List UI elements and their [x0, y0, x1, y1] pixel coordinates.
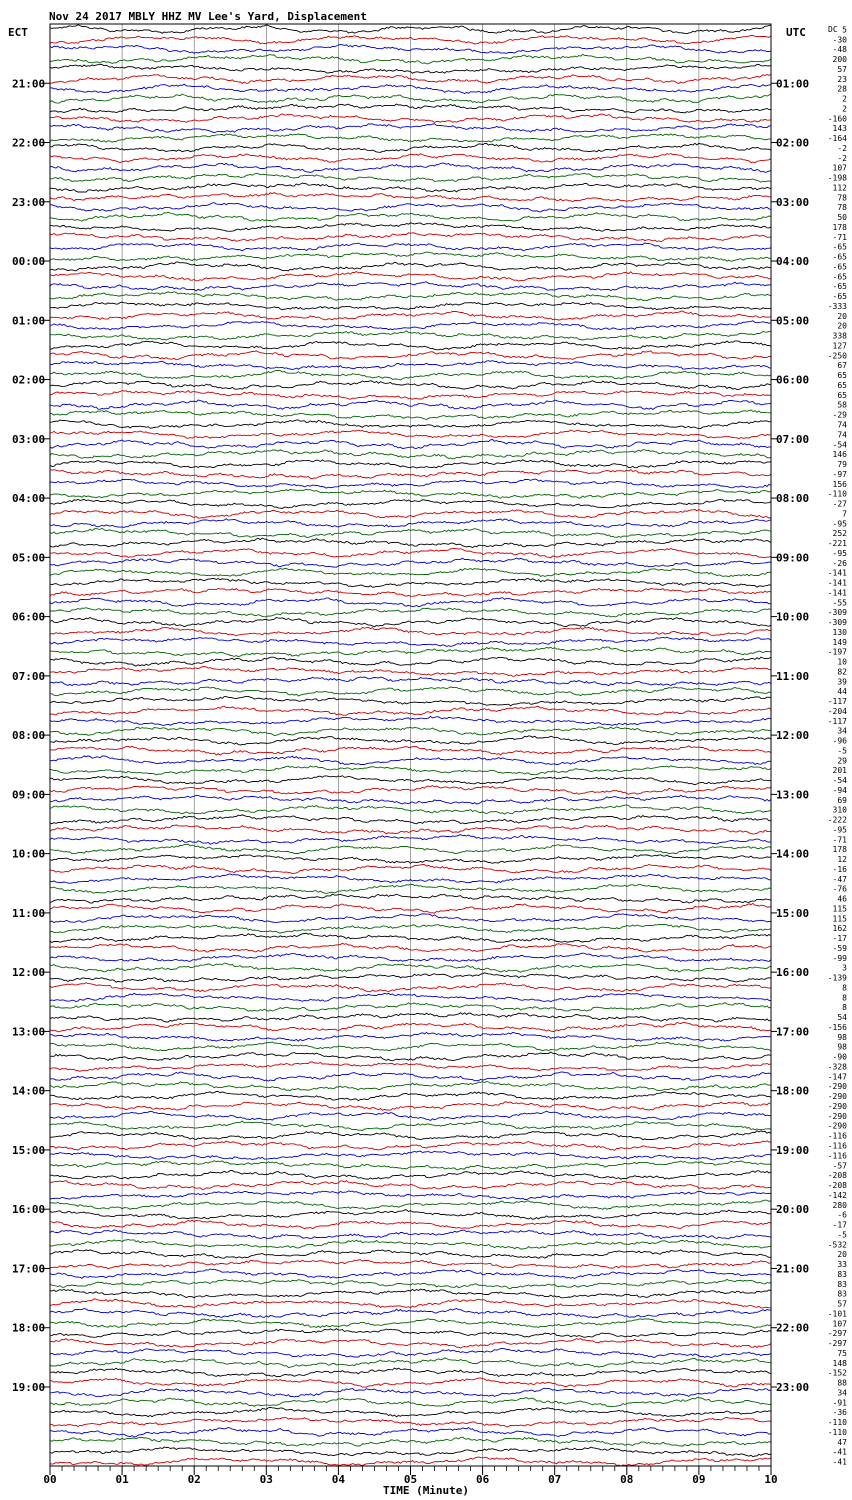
dc-offset-value: 98 — [837, 1032, 847, 1042]
dc-offset-value: 69 — [837, 795, 847, 805]
dc-offset-value: -65 — [832, 272, 847, 282]
right-hour-label: 02:00 — [776, 136, 810, 150]
dc-offset-value: 115 — [832, 904, 847, 914]
right-hour-label: 20:00 — [776, 1203, 810, 1217]
dc-offset-value: -29 — [832, 410, 847, 420]
dc-offset-value: -65 — [832, 292, 847, 302]
dc-offset-value: 149 — [832, 637, 847, 647]
dc-offset-value: -2 — [837, 143, 847, 153]
dc-offset-value: 47 — [837, 1437, 847, 1447]
right-hour-label: 19:00 — [776, 1143, 810, 1157]
dc-offset-value: -110 — [827, 1427, 847, 1437]
dc-offset-value: -99 — [832, 953, 847, 963]
x-tick-labels — [43, 1466, 777, 1486]
dc-offset-value: -54 — [832, 440, 847, 450]
dc-offset-value: 201 — [832, 766, 847, 776]
dc-offset-value: -208 — [827, 1181, 847, 1191]
dc-offset-value: -41 — [832, 1457, 847, 1467]
dc-offset-value: 310 — [832, 805, 847, 815]
dc-offset-value: -57 — [832, 1161, 847, 1171]
dc-offset-value: -91 — [832, 1398, 847, 1408]
right-hour-label: 07:00 — [776, 432, 810, 446]
dc-offset-value: 67 — [837, 361, 847, 371]
dc-offset-value: 46 — [837, 894, 847, 904]
dc-offset-value: -30 — [832, 35, 847, 45]
x-tick-label: 08 — [620, 1473, 634, 1486]
dc-offset-value: 98 — [837, 1042, 847, 1052]
left-hour-label: 23:00 — [12, 195, 46, 209]
dc-offset-value: -208 — [827, 1171, 847, 1181]
dc-offset-value: 39 — [837, 677, 847, 687]
dc-offset-value: -333 — [827, 301, 847, 311]
dc-offset-value: 65 — [837, 371, 847, 381]
dc-offset-value: 75 — [837, 1348, 847, 1358]
right-hour-label: 17:00 — [776, 1025, 810, 1039]
right-hour-label: 11:00 — [776, 669, 810, 683]
left-hour-label: 01:00 — [12, 314, 46, 328]
dc-offset-value: -95 — [832, 825, 847, 835]
dc-offset-value: 74 — [837, 430, 847, 440]
left-hour-label: 04:00 — [12, 492, 46, 506]
dc-offset-value: -222 — [827, 815, 847, 825]
dc-offset-value: -110 — [827, 1418, 847, 1428]
left-hour-labels — [12, 77, 50, 1394]
dc-offset-value: 8 — [842, 983, 847, 993]
dc-offset-value: -160 — [827, 114, 847, 124]
left-hour-label: 05:00 — [12, 551, 46, 565]
dc-offset-value: 79 — [837, 460, 847, 470]
right-hour-label: 14:00 — [776, 847, 810, 861]
dc-offset-value: -95 — [832, 548, 847, 558]
dc-offset-value: -48 — [832, 45, 847, 55]
dc-offset-value: -290 — [827, 1082, 847, 1092]
dc-offset-value: 7 — [842, 509, 847, 519]
dc-offset-value: -297 — [827, 1339, 847, 1349]
right-hour-labels — [771, 77, 809, 1394]
right-hour-label: 03:00 — [776, 195, 810, 209]
dc-offset-value: 78 — [837, 193, 847, 203]
left-axis-label: ECT — [8, 26, 28, 39]
dc-offset-value: 34 — [837, 726, 847, 736]
right-hour-label: 04:00 — [776, 255, 810, 269]
dc-offset-value: 65 — [837, 390, 847, 400]
x-tick-label: 02 — [187, 1473, 201, 1486]
dc-offset-value: -71 — [832, 232, 847, 242]
left-hour-label: 09:00 — [12, 788, 46, 802]
dc-offset-value: -117 — [827, 716, 847, 726]
dc-offset-value: -110 — [827, 489, 847, 499]
dc-offset-value: 50 — [837, 213, 847, 223]
dc-offset-labels — [828, 25, 847, 1466]
right-hour-label: 15:00 — [776, 906, 810, 920]
dc-offset-value: -41 — [832, 1447, 847, 1457]
left-hour-label: 02:00 — [12, 373, 46, 387]
dc-offset-value: -26 — [832, 558, 847, 568]
left-hour-label: 07:00 — [12, 669, 46, 683]
right-hour-label: 08:00 — [776, 492, 810, 506]
left-hour-label: 08:00 — [12, 729, 46, 743]
dc-label: DC — [828, 25, 838, 34]
dc-offset-value: -2 — [837, 153, 847, 163]
dc-offset-value: 127 — [832, 341, 847, 351]
x-axis-label: TIME (Minute) — [382, 1484, 470, 1497]
left-hour-label: 16:00 — [12, 1203, 46, 1217]
dc-offset-value: -221 — [827, 539, 847, 549]
dc-offset-value: -71 — [832, 835, 847, 845]
dc-offset-value: -27 — [832, 499, 847, 509]
left-hour-label: 12:00 — [12, 966, 46, 980]
dc-offset-value: -16 — [832, 864, 847, 874]
dc-offset-value: 2 — [842, 104, 847, 114]
dc-offset-value: 115 — [832, 914, 847, 924]
left-hour-label: 10:00 — [12, 847, 46, 861]
dc-offset-value: -116 — [827, 1131, 847, 1141]
dc-offset-value: 34 — [837, 1388, 847, 1398]
dc-offset-value: -297 — [827, 1329, 847, 1339]
dc-offset-value: 65 — [837, 380, 847, 390]
x-tick-label: 05 — [403, 1473, 418, 1486]
dc-offset-value: -198 — [827, 173, 847, 183]
dc-offset-value: -5 — [837, 1230, 847, 1240]
dc-offset-value: -6 — [837, 1210, 847, 1220]
dc-offset-value: -141 — [827, 568, 847, 578]
dc-offset-value: -116 — [827, 1141, 847, 1151]
x-tick-label: 03 — [259, 1473, 273, 1486]
dc-offset-value: -101 — [827, 1309, 847, 1319]
dc-offset-value: 252 — [832, 529, 847, 539]
dc-offset-value: -47 — [832, 874, 847, 884]
dc-offset-value: 20 — [837, 321, 847, 331]
dc-offset-value: -54 — [832, 776, 847, 786]
dc-offset-value: 200 — [832, 55, 847, 65]
dc-offset-value: -65 — [832, 252, 847, 262]
dc-offset-value: 28 — [837, 84, 847, 94]
dc-offset-value: -90 — [832, 1052, 847, 1062]
dc-offset-value: 20 — [837, 311, 847, 321]
left-hour-label: 13:00 — [12, 1025, 46, 1039]
dc-offset-value: 148 — [832, 1358, 847, 1368]
dc-offset-value: 23 — [837, 74, 847, 84]
dc-offset-value: 88 — [837, 1378, 847, 1388]
left-hour-label: 18:00 — [12, 1321, 46, 1335]
dc-offset-value: -94 — [832, 785, 847, 795]
right-hour-label: 09:00 — [776, 551, 810, 565]
right-hour-label: 06:00 — [776, 373, 810, 387]
dc-offset-value: -36 — [832, 1408, 847, 1418]
right-hour-label: 23:00 — [776, 1380, 810, 1394]
right-hour-label: 01:00 — [776, 77, 810, 91]
right-hour-label: 12:00 — [776, 729, 810, 743]
x-tick-label: 06 — [475, 1473, 490, 1486]
dc-offset-value: 5 — [842, 25, 847, 35]
dc-offset-value: 107 — [832, 1319, 847, 1329]
dc-offset-value: -309 — [827, 618, 847, 628]
left-hour-label: 14:00 — [12, 1084, 46, 1098]
dc-offset-value: 3 — [842, 963, 847, 973]
x-tick-label: 09 — [692, 1473, 706, 1486]
dc-offset-value: 57 — [837, 64, 847, 74]
dc-offset-value: -65 — [832, 242, 847, 252]
dc-offset-value: 44 — [837, 687, 847, 697]
left-hour-label: 11:00 — [12, 906, 46, 920]
left-hour-label: 00:00 — [12, 255, 46, 269]
dc-offset-value: 178 — [832, 845, 847, 855]
dc-offset-value: -328 — [827, 1062, 847, 1072]
dc-offset-value: 156 — [832, 479, 847, 489]
dc-offset-value: 83 — [837, 1279, 847, 1289]
dc-offset-value: -116 — [827, 1151, 847, 1161]
dc-offset-value: -290 — [827, 1092, 847, 1102]
dc-offset-value: -290 — [827, 1101, 847, 1111]
left-hour-label: 17:00 — [12, 1262, 46, 1276]
dc-offset-value: 82 — [837, 667, 847, 677]
dc-offset-value: -65 — [832, 282, 847, 292]
dc-offset-value: 146 — [832, 450, 847, 460]
dc-offset-value: -117 — [827, 697, 847, 707]
right-hour-label: 21:00 — [776, 1262, 810, 1276]
dc-offset-value: -250 — [827, 351, 847, 361]
dc-offset-value: 112 — [832, 183, 847, 193]
dc-offset-value: 29 — [837, 756, 847, 766]
dc-offset-value: -97 — [832, 469, 847, 479]
chart-title: Nov 24 2017 MBLY HHZ MV Lee's Yard, Displacement — [49, 10, 367, 23]
dc-offset-value: 74 — [837, 420, 847, 430]
dc-offset-value: 280 — [832, 1200, 847, 1210]
dc-offset-value: 58 — [837, 400, 847, 410]
x-tick-label: 00 — [43, 1473, 57, 1486]
grid-lines — [122, 24, 699, 1466]
dc-offset-value: -96 — [832, 736, 847, 746]
dc-offset-value: 57 — [837, 1299, 847, 1309]
dc-offset-value: -290 — [827, 1121, 847, 1131]
dc-offset-value: 2 — [842, 94, 847, 104]
dc-offset-value: 8 — [842, 993, 847, 1003]
dc-offset-value: -17 — [832, 1220, 847, 1230]
dc-offset-value: 130 — [832, 627, 847, 637]
left-hour-label: 22:00 — [12, 136, 46, 150]
dc-offset-value: 10 — [837, 657, 847, 667]
dc-offset-value: -55 — [832, 598, 847, 608]
dc-offset-value: 8 — [842, 1003, 847, 1013]
right-hour-label: 16:00 — [776, 966, 810, 980]
dc-offset-value: -5 — [837, 746, 847, 756]
dc-offset-value: -76 — [832, 884, 847, 894]
dc-offset-value: 162 — [832, 924, 847, 934]
dc-offset-value: -139 — [827, 973, 847, 983]
left-hour-label: 06:00 — [12, 610, 46, 624]
dc-offset-value: -290 — [827, 1111, 847, 1121]
dc-offset-value: 20 — [837, 1250, 847, 1260]
dc-offset-value: -152 — [827, 1368, 847, 1378]
dc-offset-value: 107 — [832, 163, 847, 173]
dc-offset-value: 143 — [832, 124, 847, 134]
right-hour-label: 10:00 — [776, 610, 810, 624]
dc-offset-value: 338 — [832, 331, 847, 341]
x-tick-label: 10 — [764, 1473, 778, 1486]
x-tick-label: 04 — [331, 1473, 346, 1486]
dc-offset-value: -147 — [827, 1072, 847, 1082]
right-hour-label: 05:00 — [776, 314, 810, 328]
dc-offset-value: 83 — [837, 1289, 847, 1299]
dc-offset-value: 83 — [837, 1269, 847, 1279]
dc-offset-value: -156 — [827, 1022, 847, 1032]
dc-offset-value: -95 — [832, 519, 847, 529]
dc-offset-value: -17 — [832, 934, 847, 944]
dc-offset-value: 12 — [837, 855, 847, 865]
x-tick-label: 07 — [548, 1473, 562, 1486]
right-hour-label: 18:00 — [776, 1084, 810, 1098]
right-hour-label: 13:00 — [776, 788, 810, 802]
left-hour-label: 19:00 — [12, 1380, 46, 1394]
dc-offset-value: -197 — [827, 647, 847, 657]
right-hour-label: 22:00 — [776, 1321, 810, 1335]
dc-offset-value: 33 — [837, 1260, 847, 1270]
dc-offset-value: 78 — [837, 203, 847, 213]
dc-offset-value: -309 — [827, 608, 847, 618]
x-tick-label: 01 — [115, 1473, 129, 1486]
dc-offset-value: 178 — [832, 222, 847, 232]
dc-offset-value: -141 — [827, 588, 847, 598]
dc-offset-value: -142 — [827, 1190, 847, 1200]
dc-offset-value: -59 — [832, 943, 847, 953]
left-hour-label: 03:00 — [12, 432, 46, 446]
dc-offset-value: -65 — [832, 262, 847, 272]
dc-offset-value: -204 — [827, 706, 847, 716]
left-hour-label: 15:00 — [12, 1143, 46, 1157]
dc-offset-value: -141 — [827, 578, 847, 588]
dc-offset-value: -164 — [827, 134, 847, 144]
dc-offset-value: -532 — [827, 1240, 847, 1250]
left-hour-label: 21:00 — [12, 77, 46, 91]
dc-offset-value: 54 — [837, 1013, 847, 1023]
right-axis-label: UTC — [786, 26, 806, 39]
